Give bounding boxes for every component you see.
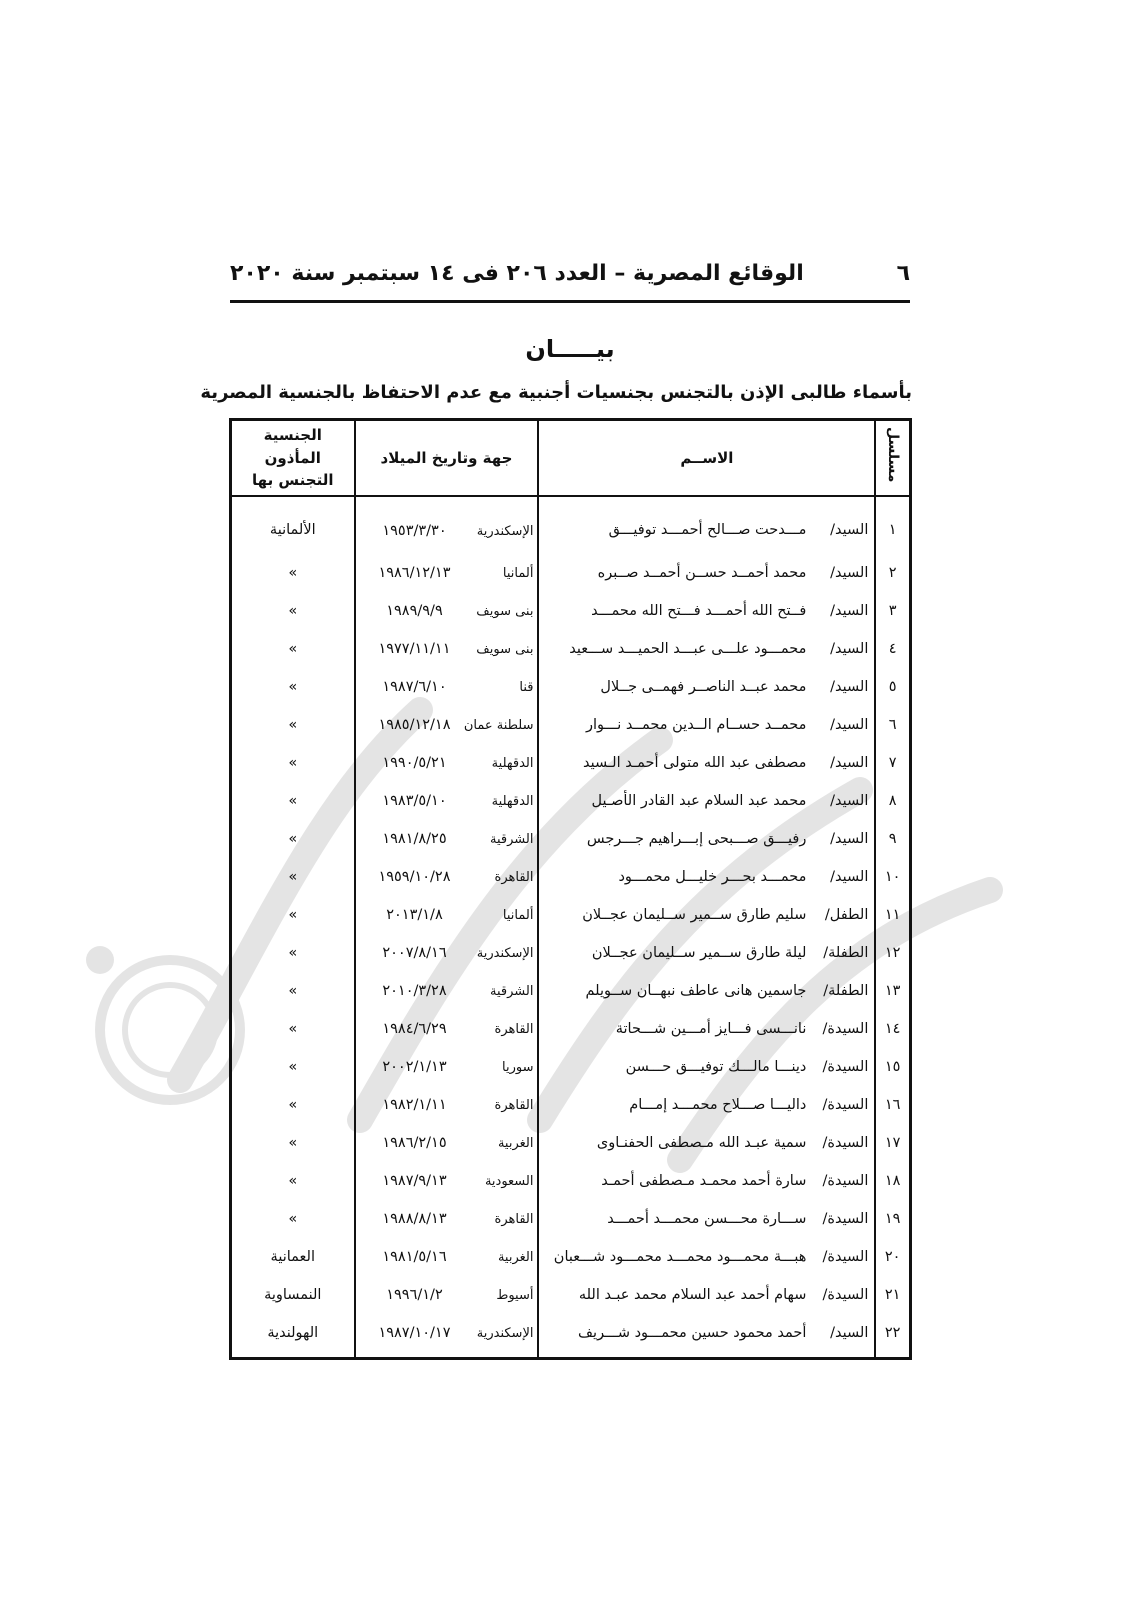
row-birth-date: ١٩٩٦/١/٢ xyxy=(386,1287,443,1303)
row-nationality: » xyxy=(231,1162,355,1200)
row-title: السيد/ xyxy=(830,641,869,657)
row-title: الطفلة/ xyxy=(823,945,869,961)
row-birth-date: ١٩٥٣/٣/٣٠ xyxy=(382,522,447,539)
row-title: السيدة/ xyxy=(822,1135,869,1151)
row-birth-place: ألمانيا xyxy=(502,908,534,923)
table-row xyxy=(231,592,911,630)
row-serial: ١٤ xyxy=(875,1010,910,1048)
row-name-cell xyxy=(538,496,875,554)
row-birth-place: سلطنة عمان xyxy=(463,718,534,733)
row-nationality: النمساوية xyxy=(231,1276,355,1314)
row-name-cell xyxy=(538,1200,875,1238)
row-birth-cell xyxy=(355,1010,539,1048)
table-row xyxy=(231,496,911,554)
table-row xyxy=(231,820,911,858)
row-birth-cell xyxy=(355,1162,539,1200)
row-name-cell xyxy=(538,1086,875,1124)
naturalization-table xyxy=(229,418,912,1360)
row-name: سارة أحمد محمـد مـصطفى أحمـد xyxy=(601,1173,807,1189)
table-row xyxy=(231,1162,911,1200)
row-birth-place: الغربية xyxy=(497,1136,534,1151)
row-serial: ٣ xyxy=(875,592,910,630)
row-birth-cell xyxy=(355,668,539,706)
row-name: رفيـــق صـــبحى إبـــراهيم جـــرجس xyxy=(586,831,807,847)
row-name: نانـــسى فـــايز أمـــين شـــحاتة xyxy=(615,1021,807,1037)
row-serial: ٩ xyxy=(875,820,910,858)
table-row xyxy=(231,706,911,744)
row-birth-date: ١٩٨٦/٢/١٥ xyxy=(382,1135,447,1151)
row-name: جاسمين هانى عاطف نبهــان ســويلم xyxy=(585,983,807,999)
table-header-row xyxy=(231,420,911,497)
row-title: السيد/ xyxy=(830,869,869,885)
row-nationality: العمانية xyxy=(231,1238,355,1276)
row-birth-date: ١٩٨٢/١/١١ xyxy=(382,1097,447,1113)
row-name: محمد عبد السلام عبد القادر الأصـيل xyxy=(591,793,807,809)
row-birth-place: القاهرة xyxy=(494,1022,534,1037)
row-nationality: » xyxy=(231,858,355,896)
row-birth-place: القاهرة xyxy=(494,870,534,885)
header-name: الاســم xyxy=(538,420,875,497)
row-name: دينـــا مالـــك توفيـــق حـــسن xyxy=(625,1059,807,1075)
header-birth: جهة وتاريخ الميلاد xyxy=(355,420,539,497)
row-title: السيدة/ xyxy=(822,1097,869,1113)
row-birth-date: ٢٠١٠/٣/٢٨ xyxy=(382,983,447,999)
header-nationality xyxy=(231,420,355,497)
row-nationality: » xyxy=(231,630,355,668)
table-row xyxy=(231,1048,911,1086)
row-birth-date: ١٩٨٩/٩/٩ xyxy=(386,603,443,619)
row-birth-place: ألمانيا xyxy=(502,566,534,581)
row-birth-date: ١٩٧٧/١١/١١ xyxy=(378,641,451,657)
row-birth-date: ١٩٨٧/١٠/١٧ xyxy=(378,1324,451,1341)
row-name: سهام أحمد عبد السلام محمد عبـد الله xyxy=(578,1287,807,1303)
row-serial: ١٥ xyxy=(875,1048,910,1086)
row-birth-cell xyxy=(355,496,539,554)
row-serial: ١٩ xyxy=(875,1200,910,1238)
row-nationality: » xyxy=(231,1048,355,1086)
row-birth-cell xyxy=(355,744,539,782)
row-name: مصطفى عبد الله متولى أحمـد الـسيد xyxy=(583,755,807,771)
row-birth-place: سوريا xyxy=(502,1060,534,1075)
row-title: السيدة/ xyxy=(822,1249,869,1265)
row-birth-cell xyxy=(355,1276,539,1314)
row-birth-date: ١٩٨١/٥/١٦ xyxy=(382,1249,447,1265)
row-name: ســـارة محـــسن محمـــد أحمـــد xyxy=(607,1211,807,1227)
table-row xyxy=(231,554,911,592)
row-birth-place: الغربية xyxy=(497,1250,534,1265)
row-birth-date: ١٩٨٥/١٢/١٨ xyxy=(378,717,451,733)
row-nationality: » xyxy=(231,1086,355,1124)
row-birth-cell xyxy=(355,858,539,896)
row-name-cell xyxy=(538,782,875,820)
running-title: الوقائع المصرية – العدد ٢٠٦ فى ١٤ سبتمبر سنة ٢٠٢٠ xyxy=(230,260,804,286)
row-birth-date: ١٩٨٧/٦/١٠ xyxy=(382,679,447,695)
row-name-cell xyxy=(538,1276,875,1314)
row-birth-cell xyxy=(355,972,539,1010)
row-name: مـــدحت صـــالح أحمـــد توفيـــق xyxy=(608,522,807,538)
table-row xyxy=(231,1238,911,1276)
row-birth-place: السعودية xyxy=(484,1174,534,1189)
row-nationality: » xyxy=(231,896,355,934)
header-serial: مسلسل xyxy=(875,420,910,497)
row-title: الطفلة/ xyxy=(823,983,869,999)
row-birth-cell xyxy=(355,1124,539,1162)
row-birth-place: الدقهلية xyxy=(491,756,534,771)
row-birth-place: قنا xyxy=(519,680,534,695)
row-birth-place: الإسكندرية xyxy=(476,523,534,539)
row-name-cell xyxy=(538,1238,875,1276)
row-birth-date: ٢٠١٣/١/٨ xyxy=(386,907,443,923)
row-serial: ٦ xyxy=(875,706,910,744)
row-name-cell xyxy=(538,820,875,858)
row-title: السيد/ xyxy=(830,565,869,581)
row-name: محمــد حســام الــدين محمــد نـــوار xyxy=(585,717,807,733)
row-nationality: » xyxy=(231,592,355,630)
row-birth-date: ٢٠٠٧/٨/١٦ xyxy=(382,945,447,961)
row-birth-date: ١٩٨٣/٥/١٠ xyxy=(382,793,447,809)
row-serial: ٧ xyxy=(875,744,910,782)
row-nationality: » xyxy=(231,706,355,744)
row-name: داليـــا صـــلاح محمـــد إمـــام xyxy=(629,1097,807,1113)
row-nationality: » xyxy=(231,820,355,858)
table-row xyxy=(231,972,911,1010)
table-row xyxy=(231,1276,911,1314)
row-nationality: » xyxy=(231,744,355,782)
table-row xyxy=(231,744,911,782)
row-birth-date: ١٩٨٦/١٢/١٣ xyxy=(378,565,451,581)
row-birth-cell xyxy=(355,1048,539,1086)
row-serial: ٨ xyxy=(875,782,910,820)
table-row xyxy=(231,934,911,972)
table-row xyxy=(231,630,911,668)
table-row xyxy=(231,1200,911,1238)
row-birth-cell xyxy=(355,1314,539,1359)
table-row xyxy=(231,896,911,934)
row-name-cell xyxy=(538,972,875,1010)
row-serial: ٢٠ xyxy=(875,1238,910,1276)
row-birth-date: ١٩٨٨/٨/١٣ xyxy=(382,1211,447,1227)
row-name-cell xyxy=(538,706,875,744)
row-birth-place: أسيوط xyxy=(496,1288,534,1303)
row-birth-cell xyxy=(355,554,539,592)
table-row xyxy=(231,1314,911,1359)
row-name-cell xyxy=(538,630,875,668)
row-nationality: الهولندية xyxy=(231,1314,355,1359)
row-name-cell xyxy=(538,668,875,706)
row-title: السيدة/ xyxy=(822,1059,869,1075)
row-birth-cell xyxy=(355,630,539,668)
row-birth-place: الإسكندرية xyxy=(476,946,534,961)
row-birth-cell xyxy=(355,896,539,934)
row-birth-place: الإسكندرية xyxy=(476,1325,534,1341)
row-serial: ٢ xyxy=(875,554,910,592)
page-number: ٦ xyxy=(896,260,910,286)
row-title: السيد/ xyxy=(830,679,869,695)
row-name-cell xyxy=(538,744,875,782)
row-title: السيد/ xyxy=(830,717,869,733)
table-row xyxy=(231,782,911,820)
header-nationality-line1: الجنسية المأذون xyxy=(263,426,322,467)
row-serial: ١٢ xyxy=(875,934,910,972)
row-nationality: » xyxy=(231,972,355,1010)
row-title: السيدة/ xyxy=(822,1173,869,1189)
row-serial: ٤ xyxy=(875,630,910,668)
header-nationality-line2: التجنس بها xyxy=(252,471,334,490)
row-title: السيد/ xyxy=(830,793,869,809)
table-body xyxy=(231,496,911,1359)
row-nationality: » xyxy=(231,1124,355,1162)
row-name-cell xyxy=(538,1162,875,1200)
row-nationality: الألمانية xyxy=(231,496,355,554)
row-serial: ٥ xyxy=(875,668,910,706)
row-title: الطفل/ xyxy=(824,907,869,923)
row-name-cell xyxy=(538,1010,875,1048)
row-name-cell xyxy=(538,592,875,630)
row-serial: ١٦ xyxy=(875,1086,910,1124)
row-name: سليم طارق ســمير ســليمان عجــلان xyxy=(582,907,807,923)
row-birth-date: ١٩٨٧/٩/١٣ xyxy=(382,1173,447,1189)
row-birth-cell xyxy=(355,934,539,972)
row-nationality: » xyxy=(231,1200,355,1238)
row-birth-place: بنى سويف xyxy=(476,604,534,619)
row-birth-place: الشرقية xyxy=(490,832,534,847)
row-nationality: » xyxy=(231,554,355,592)
row-birth-place: الدقهلية xyxy=(491,794,534,809)
row-name: محمد أحمــد حســن أحمــد صــبره xyxy=(597,565,807,581)
row-name-cell xyxy=(538,934,875,972)
row-title: السيد/ xyxy=(830,1325,869,1341)
row-title: السيد/ xyxy=(830,522,869,538)
row-name: محمد عبــد الناصــر فهمــى جــلال xyxy=(600,679,807,695)
row-name-cell xyxy=(538,554,875,592)
page-header xyxy=(230,258,910,288)
row-birth-cell xyxy=(355,782,539,820)
row-birth-place: بنى سويف xyxy=(476,642,534,657)
row-name: محمـــود علـــى عبـــد الحميـــد ســـعيد xyxy=(569,641,807,657)
row-birth-cell xyxy=(355,820,539,858)
row-birth-cell xyxy=(355,592,539,630)
row-serial: ١١ xyxy=(875,896,910,934)
row-title: السيد/ xyxy=(830,755,869,771)
row-birth-date: ٢٠٠٢/١/١٣ xyxy=(382,1059,447,1075)
row-birth-date: ١٩٨١/٨/٢٥ xyxy=(382,831,447,847)
row-name: هبـــة محمـــود محمـــد محمـــود شـــعبان xyxy=(553,1249,807,1265)
header-rule xyxy=(230,300,910,303)
row-nationality: » xyxy=(231,1010,355,1048)
row-title: السيدة/ xyxy=(822,1021,869,1037)
row-name: فــتح الله أحمـــد فـــتح الله محمـــد xyxy=(591,603,807,619)
row-nationality: » xyxy=(231,782,355,820)
row-title: السيد/ xyxy=(830,831,869,847)
row-serial: ٢١ xyxy=(875,1276,910,1314)
row-birth-cell xyxy=(355,1086,539,1124)
row-name: محمـــد بحـــر خليـــل محمـــود xyxy=(618,869,807,885)
row-serial: ١٣ xyxy=(875,972,910,1010)
row-nationality: » xyxy=(231,934,355,972)
row-birth-date: ١٩٥٩/١٠/٢٨ xyxy=(378,869,451,885)
row-birth-place: الشرقية xyxy=(490,984,534,999)
table-row xyxy=(231,1124,911,1162)
row-name: أحمد محمود حسين محمـــود شـــريف xyxy=(578,1325,807,1341)
row-name-cell xyxy=(538,858,875,896)
row-title: السيدة/ xyxy=(822,1211,869,1227)
document-subtitle: بأسماء طالبى الإذن بالتجنس بجنسيات أجنبية مع عدم الاحتفاظ بالجنسية المصرية xyxy=(200,382,912,403)
table-row xyxy=(231,858,911,896)
row-name-cell xyxy=(538,1048,875,1086)
row-birth-date: ١٩٨٤/٦/٢٩ xyxy=(382,1021,447,1037)
row-birth-cell xyxy=(355,706,539,744)
table-row xyxy=(231,668,911,706)
row-birth-cell xyxy=(355,1238,539,1276)
row-birth-date: ١٩٩٠/٥/٢١ xyxy=(382,755,447,771)
row-name-cell xyxy=(538,1314,875,1359)
table-row xyxy=(231,1010,911,1048)
row-birth-place: القاهرة xyxy=(494,1098,534,1113)
row-title: السيد/ xyxy=(830,603,869,619)
row-serial: ١٧ xyxy=(875,1124,910,1162)
row-serial: ١ xyxy=(875,496,910,554)
row-name: ليلة طارق ســمير ســليمان عجــلان xyxy=(591,945,807,961)
row-nationality: » xyxy=(231,668,355,706)
document-title: بيـــــان xyxy=(525,335,615,363)
row-name-cell xyxy=(538,896,875,934)
row-title: السيدة/ xyxy=(822,1287,869,1303)
row-name: سمية عبـد الله مـصطفى الحفنـاوى xyxy=(596,1135,807,1151)
row-name-cell xyxy=(538,1124,875,1162)
row-birth-cell xyxy=(355,1200,539,1238)
table-row xyxy=(231,1086,911,1124)
row-birth-place: القاهرة xyxy=(494,1212,534,1227)
row-serial: ٢٢ xyxy=(875,1314,910,1359)
row-serial: ١٨ xyxy=(875,1162,910,1200)
row-serial: ١٠ xyxy=(875,858,910,896)
